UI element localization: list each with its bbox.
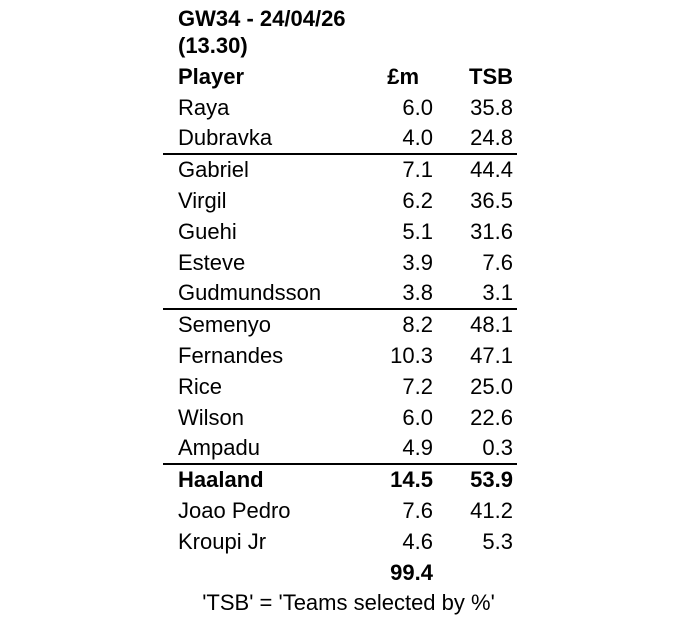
tsb-cell: 22.6 bbox=[470, 404, 513, 430]
player-name-cell: Rice bbox=[178, 373, 223, 399]
player-name-cell: Kroupi Jr bbox=[178, 528, 267, 554]
tsb-cell: 31.6 bbox=[470, 218, 513, 244]
tsb-cell: 36.5 bbox=[470, 187, 513, 213]
tsb-cell: 24.8 bbox=[433, 123, 517, 154]
tsb-cell: 47.1 bbox=[470, 342, 513, 368]
table-row-rice bbox=[163, 371, 517, 402]
tsb-cell: 7.6 bbox=[482, 249, 513, 275]
gameweek-title-line1: GW34 - 24/04/26 bbox=[178, 6, 346, 31]
tsb-cell: 35.8 bbox=[470, 94, 513, 120]
total-price-cell: 99.4 bbox=[390, 559, 433, 585]
tsb-cell: 3.1 bbox=[433, 278, 517, 309]
player-column-header: Player bbox=[178, 63, 245, 89]
player-name-cell: Gabriel bbox=[178, 157, 249, 182]
header-row bbox=[163, 61, 517, 92]
price-cell: 4.0 bbox=[338, 123, 433, 154]
gameweek-title bbox=[163, 5, 517, 59]
price-cell: 4.6 bbox=[402, 528, 433, 554]
table-row-kroupi-jr bbox=[163, 526, 517, 557]
table-row-fernandes bbox=[163, 340, 517, 371]
price-cell: 7.1 bbox=[402, 157, 433, 182]
player-name-cell: Ampadu bbox=[163, 433, 338, 464]
table-row-virgil bbox=[163, 185, 517, 216]
player-name-cell: Guehi bbox=[178, 218, 237, 244]
player-name-cell: Semenyo bbox=[178, 312, 271, 337]
player-name-cell: Gudmundsson bbox=[163, 278, 338, 309]
player-name-cell: Virgil bbox=[178, 187, 227, 213]
price-cell: 7.6 bbox=[402, 497, 433, 523]
table-row-ampadu bbox=[163, 433, 517, 464]
price-cell: 6.2 bbox=[402, 187, 433, 213]
player-name-cell: Fernandes bbox=[178, 342, 284, 368]
table-row-wilson bbox=[163, 402, 517, 433]
table-row-joao-pedro bbox=[163, 495, 517, 526]
tsb-cell: 53.9 bbox=[470, 467, 513, 492]
table-row-esteve bbox=[163, 247, 517, 278]
table-row-guehi bbox=[163, 216, 517, 247]
player-name-cell: Wilson bbox=[178, 404, 245, 430]
tsb-column-header: TSB bbox=[469, 63, 513, 89]
price-cell: 6.0 bbox=[402, 94, 433, 120]
total-row-spacer bbox=[163, 557, 338, 588]
tsb-cell: 48.1 bbox=[470, 312, 513, 337]
tsb-cell: 25.0 bbox=[470, 373, 513, 399]
table-row-raya bbox=[163, 92, 517, 123]
price-cell: 7.2 bbox=[402, 373, 433, 399]
price-cell: 3.9 bbox=[402, 249, 433, 275]
player-name-cell: Raya bbox=[178, 94, 230, 120]
player-name-cell: Joao Pedro bbox=[178, 497, 291, 523]
price-column-header: £m bbox=[387, 63, 419, 89]
tsb-legend: 'TSB' = 'Teams selected by %' bbox=[202, 590, 495, 615]
player-name-cell: Dubravka bbox=[163, 123, 338, 154]
price-cell: 5.1 bbox=[402, 218, 433, 244]
price-cell: 3.8 bbox=[338, 278, 433, 309]
player-name-cell: Haaland bbox=[178, 467, 264, 492]
table-row-gudmundsson bbox=[163, 278, 517, 309]
tsb-cell: 41.2 bbox=[470, 497, 513, 523]
tsb-cell: 44.4 bbox=[470, 157, 513, 182]
table-row-semenyo bbox=[163, 309, 517, 340]
squad-table bbox=[163, 61, 517, 588]
total-row bbox=[163, 557, 517, 588]
price-cell: 6.0 bbox=[402, 404, 433, 430]
price-cell: 4.9 bbox=[338, 433, 433, 464]
table-row-haaland bbox=[163, 464, 517, 495]
gameweek-title-line2: (13.30) bbox=[178, 33, 248, 58]
price-cell: 10.3 bbox=[390, 342, 433, 368]
price-cell: 14.5 bbox=[390, 467, 433, 492]
tsb-cell: 5.3 bbox=[482, 528, 513, 554]
price-cell: 8.2 bbox=[402, 312, 433, 337]
total-row-spacer bbox=[433, 557, 517, 588]
table-row-gabriel bbox=[163, 154, 517, 185]
player-name-cell: Esteve bbox=[178, 249, 246, 275]
tsb-cell: 0.3 bbox=[433, 433, 517, 464]
table-row-dubravka bbox=[163, 123, 517, 154]
squad-sheet bbox=[163, 5, 517, 588]
